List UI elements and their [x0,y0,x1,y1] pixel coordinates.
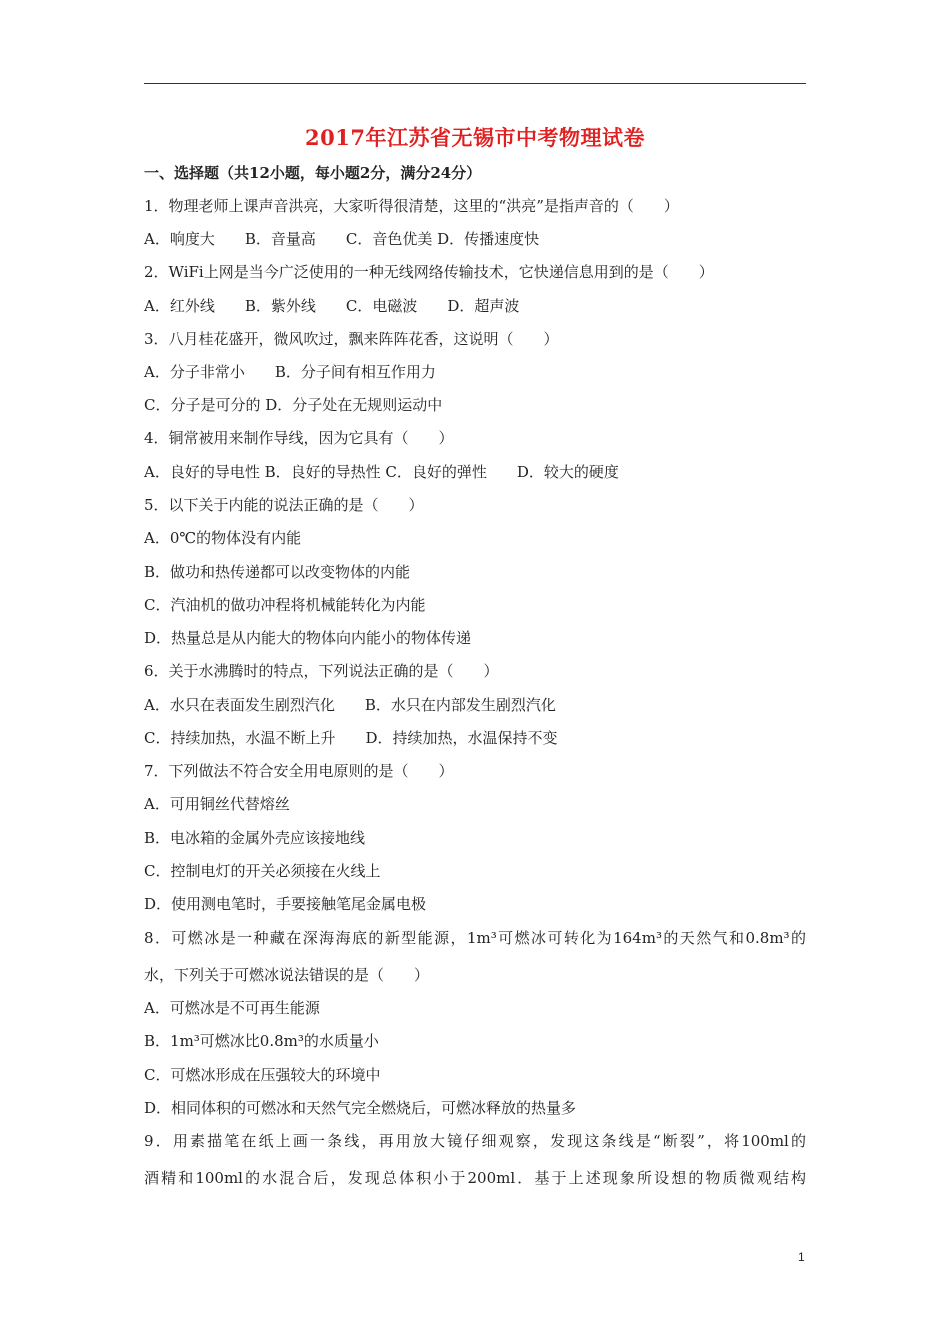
question-5-option-d: D．热量总是从内能大的物体向内能小的物体传递 [144,629,472,647]
question-6-options-cd: C．持续加热，水温不断上升 D．持续加热，水温保持不变 [144,729,558,747]
top-rule [144,83,806,84]
question-7-option-b: B．电冰箱的金属外壳应该接地线 [144,829,366,847]
question-5-option-a: A．0℃的物体没有内能 [144,529,302,547]
question-5: 5．以下关于内能的说法正确的是（ ） [144,496,424,514]
question-5-option-c: C．汽油机的做功冲程将机械能转化为内能 [144,596,426,614]
question-2-options: A．红外线 B．紫外线 C．电磁波 D．超声波 [144,297,520,315]
question-7-option-c: C．控制电灯的开关必须接在火线上 [144,862,381,880]
question-8-line-2: 水，下列关于可燃冰说法错误的是（ ） [144,966,430,984]
question-9-line-1: 9．用素描笔在纸上画一条线，再用放大镜仔细观察，发现这条线是“断裂”，将100ml的 [144,1132,806,1150]
question-7: 7．下列做法不符合安全用电原则的是（ ） [144,762,454,780]
question-3: 3．八月桂花盛开，微风吹过，飘来阵阵花香，这说明（ ） [144,330,559,348]
question-1: 1．物理老师上课声音洪亮，大家听得很清楚，这里的“洪亮”是指声音的（ ） [144,197,679,215]
question-5-option-b: B．做功和热传递都可以改变物体的内能 [144,563,411,581]
question-9-line-2: 酒精和100ml的水混合后，发现总体积小于200ml．基于上述现象所设想的物质微观结构 [144,1169,806,1187]
page-title: 2017年江苏省无锡市中考物理试卷 [305,125,645,150]
question-3-options-cd: C．分子是可分的 D．分子处在无规则运动中 [144,396,443,414]
question-6-options-ab: A．水只在表面发生剧烈汽化 B．水只在内部发生剧烈汽化 [144,696,556,714]
question-8-line-1: 8．可燃冰是一种藏在深海海底的新型能源，1m³可燃冰可转化为164m³的天然气和0.8m³的 [144,929,806,947]
question-2: 2．WiFi上网是当今广泛使用的一种无线网络传输技术，它快递信息用到的是（ ） [144,263,714,281]
question-8-option-c: C．可燃冰形成在压强较大的环境中 [144,1066,381,1084]
question-3-options-ab: A．分子非常小 B．分子间有相互作用力 [144,363,436,381]
page-number: 1 [798,1250,805,1264]
question-1-options: A．响度大 B．音量高 C．音色优美 D．传播速度快 [144,230,540,248]
question-7-option-d: D．使用测电笔时，手要接触笔尾金属电极 [144,895,427,913]
question-7-option-a: A．可用铜丝代替熔丝 [144,795,290,813]
question-8-option-a: A．可燃冰是不可再生能源 [144,999,320,1017]
question-4: 4．铜常被用来制作导线，因为它具有（ ） [144,429,454,447]
question-8-option-d: D．相同体积的可燃冰和天然气完全燃烧后，可燃冰释放的热量多 [144,1099,577,1117]
question-6: 6．关于水沸腾时的特点，下列说法正确的是（ ） [144,662,499,680]
question-4-options: A．良好的导电性 B．良好的导热性 C．良好的弹性 D．较大的硬度 [144,463,619,481]
section-heading: 一、选择题（共12小题，每小题2分，满分24分） [144,164,482,182]
question-8-option-b: B．1m³可燃冰比0.8m³的水质量小 [144,1032,379,1050]
